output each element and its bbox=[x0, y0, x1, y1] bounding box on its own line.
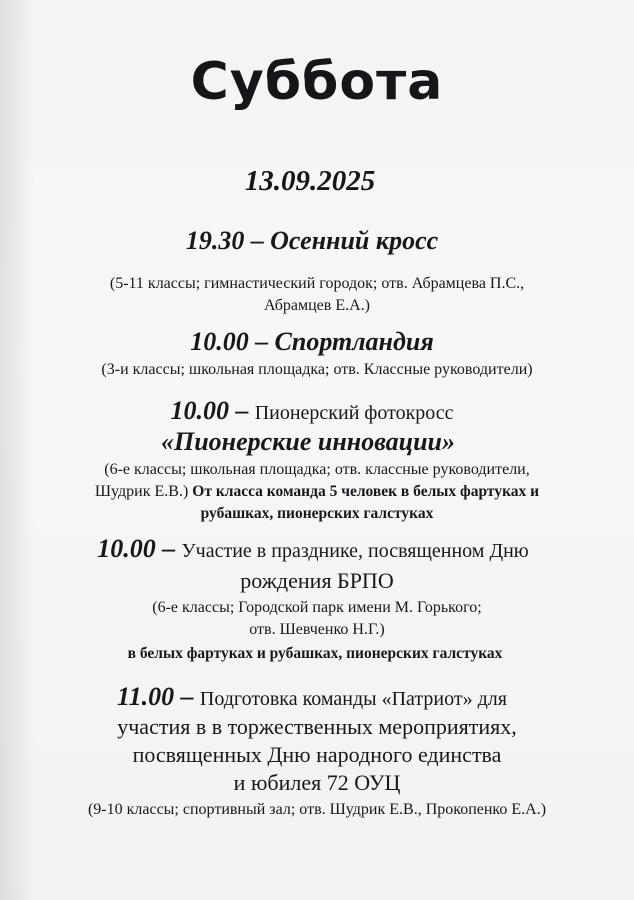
event-team-note: рубашках, пионерских галстуках bbox=[200, 505, 434, 522]
event-details: (6-е классы; Городской парк имени М. Горького; bbox=[152, 599, 482, 616]
event-name-continued: посвященных Дню народного единства bbox=[132, 742, 502, 767]
event-details: (5-11 классы; гимнастический городок; отв. Абрамцева П.С., bbox=[109, 275, 525, 292]
event-heading bbox=[0, 682, 634, 713]
event-pioneer-photocross bbox=[0, 396, 634, 525]
event-team-note: От класса команда 5 человек в белых фартуках и bbox=[192, 483, 540, 500]
event-subtitle: «Пионерские инновации» bbox=[160, 427, 456, 456]
event-details: (3-и классы; школьная площадка; отв. Классные руководители) bbox=[101, 361, 533, 378]
event-heading bbox=[0, 327, 634, 358]
event-details: (9-10 классы; спортивный зал; отв. Шудрик Е.В., Прокопенко Е.А.) bbox=[87, 801, 547, 818]
event-details: отв. Шевченко Н.Г.) bbox=[249, 621, 385, 638]
event-time: 10.00 – bbox=[190, 327, 269, 356]
event-heading bbox=[0, 396, 634, 427]
event-details: Шудрик Е.В.) bbox=[94, 483, 189, 500]
event-brpo-birthday bbox=[0, 534, 634, 665]
event-name: Спортландия bbox=[274, 327, 434, 356]
event-dress-note: в белых фартуках и рубашках, пионерских галстуках bbox=[127, 645, 503, 662]
event-sportlandia bbox=[0, 327, 634, 381]
event-name-continued: и юбилея 72 ОУЦ bbox=[233, 770, 401, 795]
event-name: Подготовка команды «Патриот» для bbox=[199, 688, 507, 710]
event-time: 11.00 – bbox=[117, 682, 194, 711]
event-time: 10.00 – bbox=[97, 534, 176, 563]
event-heading bbox=[0, 226, 634, 257]
event-time: 19.30 – bbox=[185, 226, 264, 255]
event-patriot-team bbox=[0, 682, 634, 821]
event-name-continued: рождения БРПО bbox=[240, 568, 394, 593]
event-name-continued: участия в в торжественных мероприятиях, bbox=[117, 714, 517, 739]
event-date: 13.09.2025 bbox=[244, 165, 376, 197]
event-details: (6-е классы; школьная площадка; отв. классные руководители, bbox=[104, 461, 530, 478]
event-name: Осенний кросс bbox=[270, 226, 439, 255]
event-details-team bbox=[0, 481, 634, 503]
event-heading bbox=[0, 534, 634, 565]
event-autumn-cross bbox=[0, 226, 634, 317]
event-name: Участие в празднике, посвященном Дню bbox=[181, 540, 529, 562]
event-details: Абрамцев Е.А.) bbox=[264, 297, 370, 314]
page-title: Суббота bbox=[190, 52, 444, 112]
event-name: Пионерский фотокросс bbox=[254, 402, 454, 424]
event-time: 10.00 – bbox=[170, 396, 249, 425]
